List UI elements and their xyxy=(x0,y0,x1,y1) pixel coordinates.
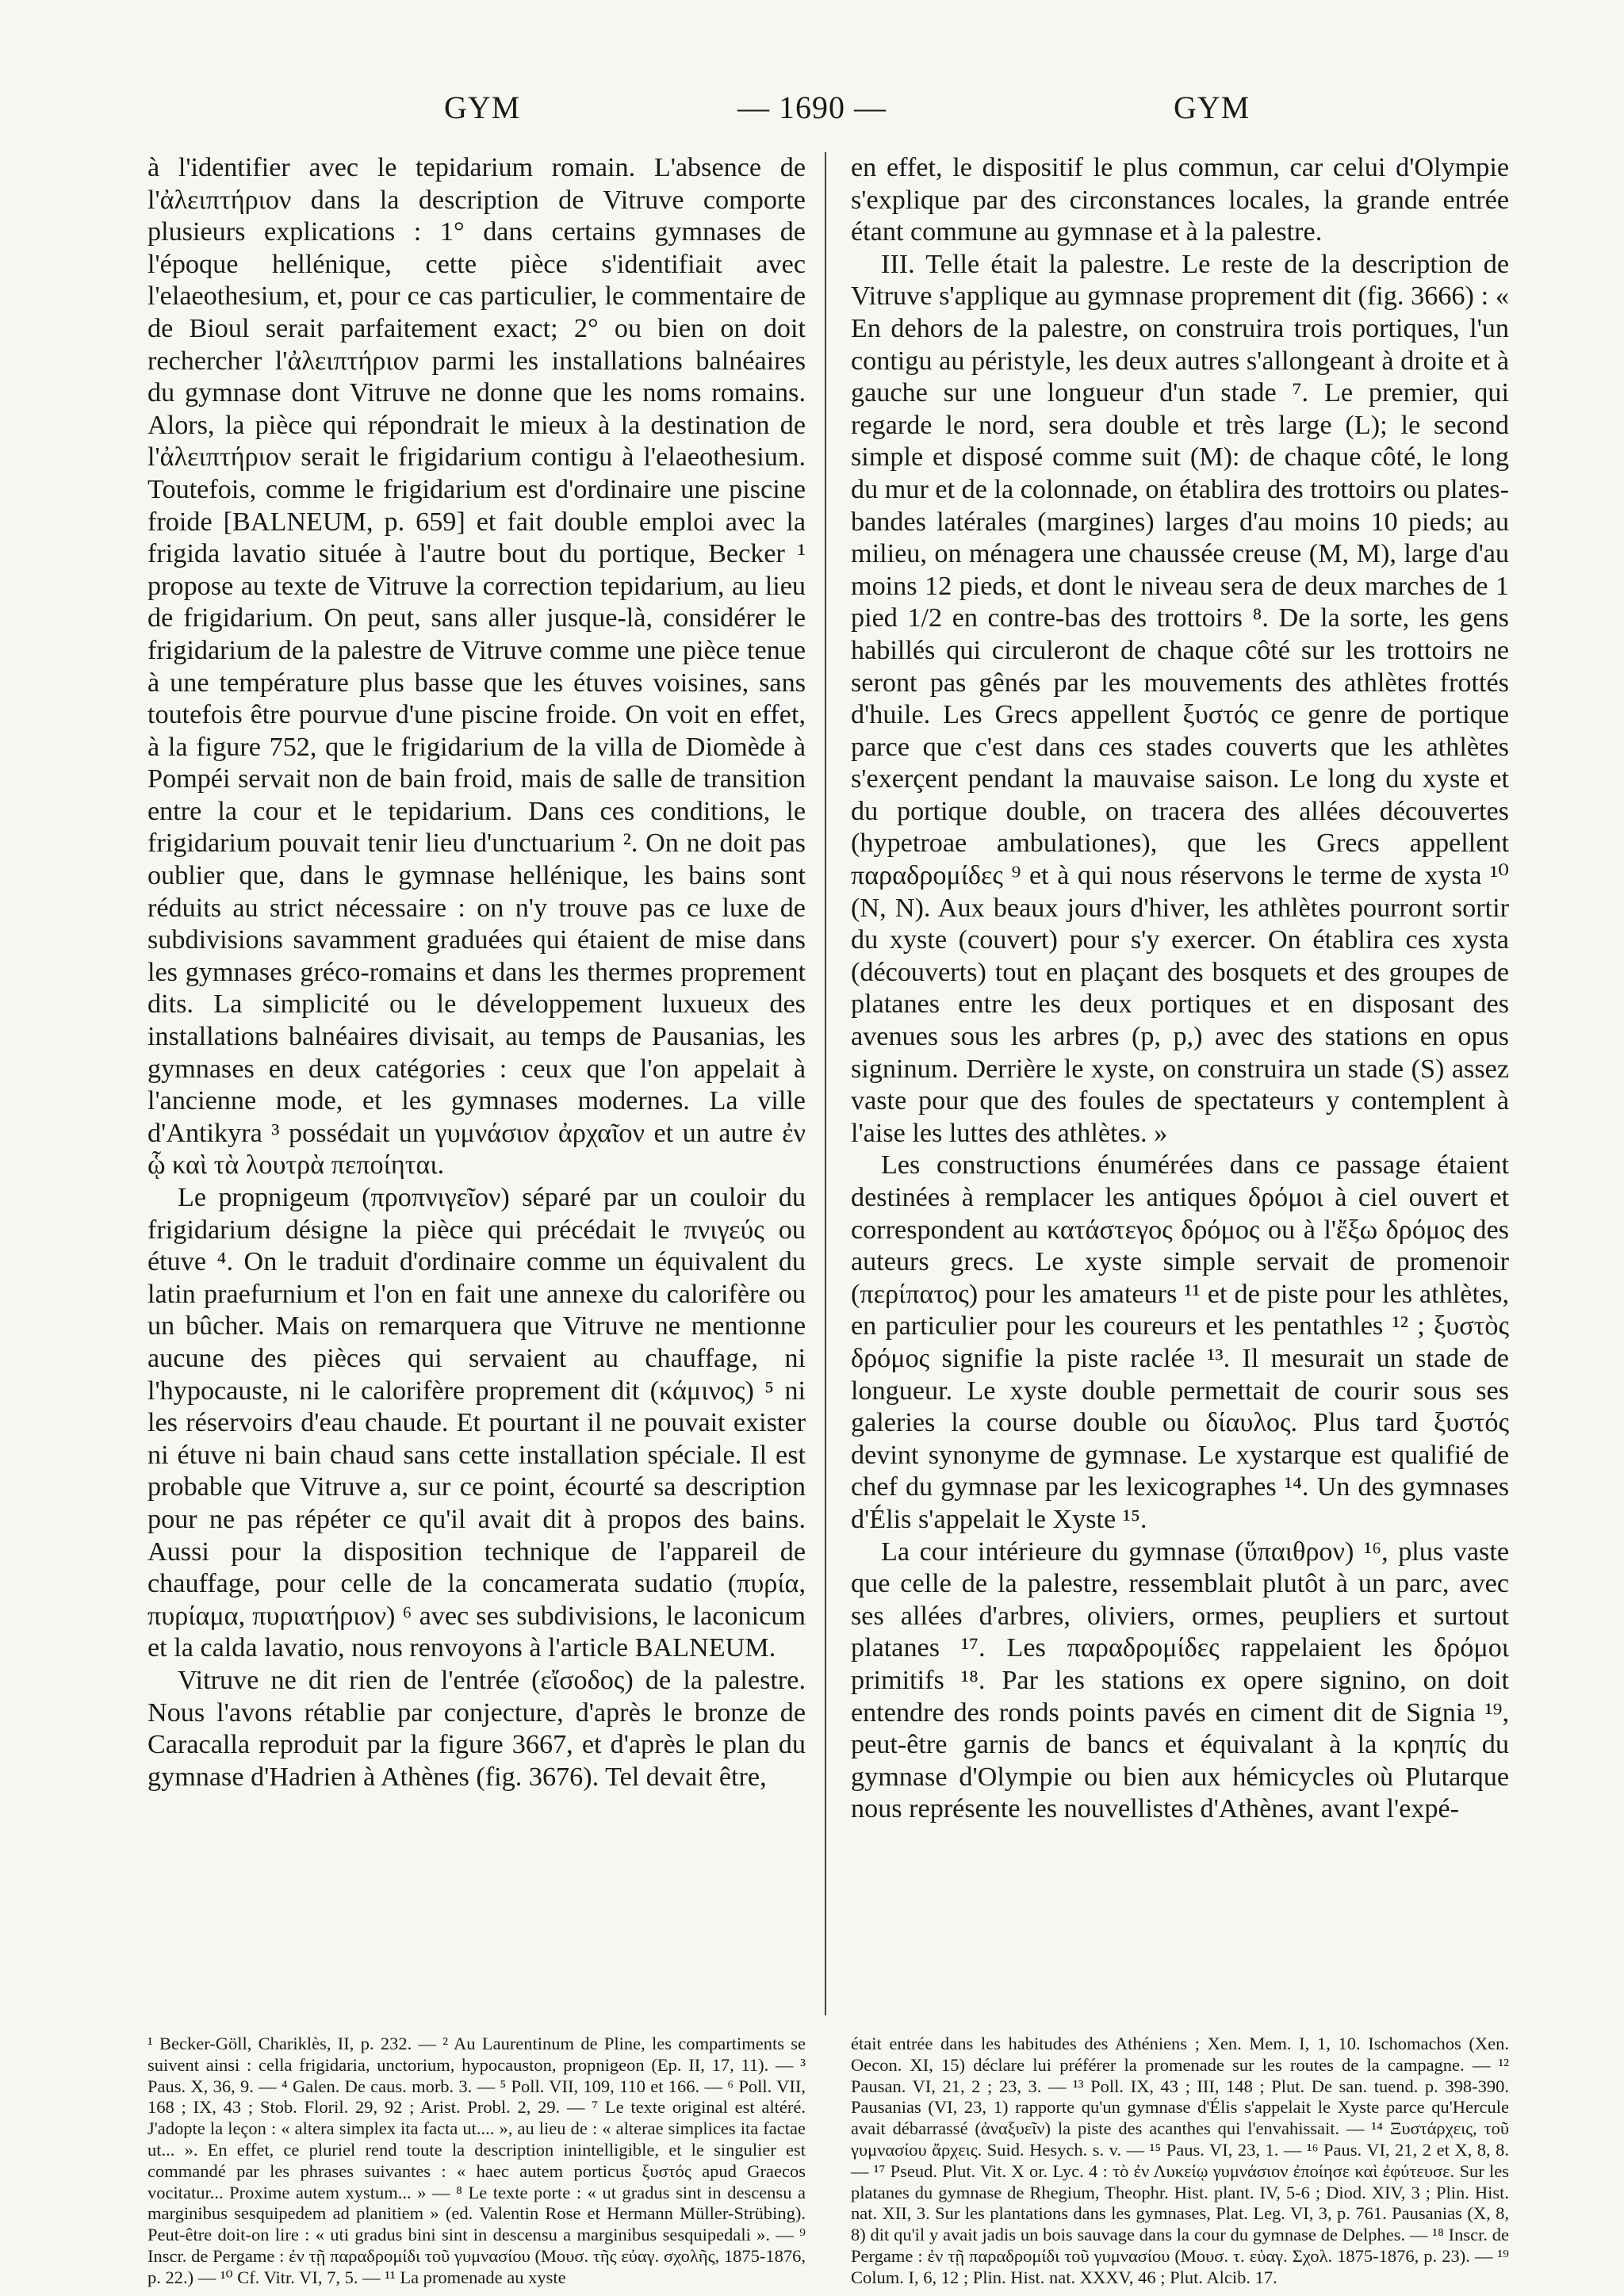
paragraph: en effet, le dispositif le plus commun, car celui d'Olympie s'explique par des circonstances locales, la grande entrée étant commune au gymnase et à la palestre. xyxy=(851,153,1509,247)
right-column xyxy=(851,152,1509,1826)
running-head-left: GYM xyxy=(444,90,521,125)
paragraph: La cour intérieure du gymnase (ὕπαιθρον) ¹⁶, plus vaste que celle de la palestre, ressemblait plutôt à un parc, avec ses allées d'arbres, oliviers, ormes, peupliers et surtout platanes ¹⁷. Les παραδρομίδες rappelaient les δρόμοι primitifs ¹⁸. Par les stations ex opere signino, on doit entendre des ronds points pavés en ciment dit de Signia ¹⁹, peut-être garnis de bancs et équivalant à la κρηπίς du gymnase d'Olympie ou bien aux hémicycles où Plutarque nous représente les nouvellistes d'Athènes, avant l'expé- xyxy=(851,1536,1509,1824)
paragraph: III. Telle était la palestre. Le reste de la description de Vitruve s'applique au gymnase proprement dit (fig. 3666) : « En dehors de la palestre, on construira trois portiques, l'un contigu au péristyle, les deux autres s'allongeant à droite et à gauche sur une longueur d'un stade ⁷. Le premier, qui regarde le nord, sera double et très large (L); le second simple et disposé comme suit (M): de chaque côté, le long du mur et de la colonnade, on établira des trottoirs ou plates-bandes latérales (margines) larges d'au moins 10 pieds; au milieu, on ménagera une chaussée creuse (M, M), large d'au moins 12 pieds, et dont le niveau sera de deux marches de 1 pied 1/2 en contre-bas des trottoirs ⁸. De la sorte, les gens habillés qui circuleront de chaque côté sur les trottoirs ne seront pas gênés par les mouvements des athlètes frottés d'huile. Les Grecs appellent ξυστός ce genre de portique parce que c'est dans ces stades couverts que les athlètes s'exerçent pendant la mauvaise saison. Le long du xyste et du portique double, on tracera des allées découvertes (hypetroae ambulationes), que les Grecs appellent παραδρομίδες ⁹ et à qui nous réservons le terme de xysta ¹⁰ (N, N). Aux beaux jours d'hiver, les athlètes pourront sortir du xyste (couvert) pour s'y exercer. On établira ces xysta (découverts) tout en plaçant des bosquets et des groupes de platanes entre les deux portiques et en disposant des avenues sous les arbres (p, p,) avec des stations en opus signinum. Derrière le xyste, on construira un stade (S) assez vaste pour que des foules de spectateurs y contemplent à l'aise les luttes des athlètes. » xyxy=(851,249,1509,1148)
footnotes-left xyxy=(147,2034,806,2289)
left-column xyxy=(147,152,806,1793)
footnote-text: était entrée dans les habitudes des Athéniens ; Xen. Mem. I, 1, 10. Ischomachos (Xen. Oecon. XI, 15) déclare lui préférer la promenade sur les routes de la campagne. — ¹² Pausan. VI, 21, 2 ; 23, 3. — ¹³ Poll. IX, 43 ; III, 148 ; Plut. De san. tuend. p. 398-390. Pausanias (VI, 23, 1) rapporte qu'un gymnase d'Élis s'appelait le Xyste parce qu'Hercule avait débarrassé (ἀναξυεῖν) la piste des acanthes qui l'envahissait. — ¹⁴ Ξυστάρχεις, τοῦ γυμνασίου ἄρχεις. Suid. Hesych. s. v. — ¹⁵ Paus. VI, 23, 1. — ¹⁶ Paus. VI, 21, 2 et X, 8, 8. — ¹⁷ Pseud. Plut. Vit. X or. Lyc. 4 : τὸ ἐν Λυκείῳ γυμνάσιον ἐποίησε καὶ ἐφύτευσε. Sur les platanes du gymnase de Rhegium, Theophr. Hist. plant. IV, 5-6 ; Diod. XIV, 3 ; Plin. Hist. nat. XII, 3. Sur les plantations dans les gymnases, Plat. Leg. VI, 3, p. 761. Pausanias (X, 8, 8) dit qu'il y avait jadis un bois sauvage dans la cour du gymnase de Delphes. — ¹⁸ Inscr. de Pergame : ἐν τῇ παραδρομίδι τοῦ γυμνασίου (Μουσ. τ. εὐαγ. Σχολ. 1875-1876, p. 23). — ¹⁹ Colum. I, 6, 12 ; Plin. Hist. nat. XXXV, 46 ; Plut. Alcib. 17. xyxy=(851,2034,1509,2287)
footnote-text: ¹ Becker-Göll, Chariklès, II, p. 232. — ² Au Laurentinum de Pline, les compartiments se suivent ainsi : cella frigidaria, unctorium, hypocauston, propnigeon (Ep. II, 17, 11). — ³ Paus. X, 36, 9. — ⁴ Galen. De caus. morb. 3. — ⁵ Poll. VII, 109, 110 et 166. — ⁶ Poll. VII, 168 ; IX, 43 ; Stob. Floril. 29, 92 ; Arist. Probl. 2, 29. — ⁷ Le texte original est altéré. J'adopte la leçon : « altera simplex ita facta ut.... », au lieu de : « alterae simplices ita factae ut... ». En effet, ce pluriel rend toute la description inintelligible, et le singulier est commandé par les phrases suivantes : « haec autem porticus ξυστός apud Graecos vocitatur... Proxime autem xystum... » — ⁸ Le texte porte : « ut gradus sint in descensu a marginibus sesquipedem ad planitiem » (ed. Valentin Rose et Hermann Müller-Strübing). Peut-être doit-on lire : « uti gradus bini sint in descensu a marginibus sesquipedali ». — ⁹ Inscr. de Pergame : ἐν τῇ παραδρομίδι τοῦ γυμνασίου (Μουσ. τῆς εὐαγ. σχολῆς, 1875-1876, p. 22.) — ¹⁰ Cf. Vitr. VI, 7, 5. — ¹¹ La promenade au xyste xyxy=(147,2034,806,2287)
paragraph: Vitruve ne dit rien de l'entrée (εἴσοδος) de la palestre. Nous l'avons rétablie par conjecture, d'après le bronze de Caracalla reproduit par la figure 3667, et d'après le plan du gymnase d'Hadrien à Athènes (fig. 3676). Tel devait être, xyxy=(147,1665,806,1792)
paragraph: Les constructions énumérées dans ce passage étaient destinées à remplacer les antiques δρόμοι à ciel ouvert et correspondent au κατάστεγος δρόμος ou à l'ἔξω δρόμος des auteurs grecs. Le xyste simple servait de promenoir (περίπατος) pour les amateurs ¹¹ et de piste pour les athlètes, en particulier pour les coureurs et les pentathles ¹² ; ξυστὸς δρόμος signifie la piste raclée ¹³. Il mesurait un stade de longueur. Le xyste double permettait de courir sous ses galeries la course double ou δίαυλος. Plus tard ξυστός devint synonyme de gymnase. Le xystarque est qualifié de chef du gymnase par les lexicographes ¹⁴. Un des gymnases d'Élis s'appelait le Xyste ¹⁵. xyxy=(851,1150,1509,1534)
footnotes-right xyxy=(851,2034,1509,2289)
paragraph: Le propnigeum (προπνιγεῖον) séparé par un couloir du frigidarium désigne la pièce qui précédait le πνιγεύς ou étuve ⁴. On le traduit d'ordinaire comme un équivalent du latin praefurnium et l'on en fait une annexe du calorifère ou un bûcher. Mais on remarquera que Vitruve ne mentionne aucune des pièces qui servaient au chauffage, ni l'hypocauste, ni le calorifère proprement dit (κάμινος) ⁵ ni les réservoirs d'eau chaude. Et pourtant il ne pouvait exister ni étuve ni bain chaud sans cette installation spéciale. Il est probable que Vitruve a, sur ce point, écourté sa description pour ne pas répéter ce qu'il avait dit à propos des bains. Aussi pour la disposition technique de l'appareil de chauffage, pour celle de la concamerata sudatio (πυρία, πυρίαμα, πυριατήριον) ⁶ avec ses subdivisions, le laconicum et la calda lavatio, nous renvoyons à l'article BALNEUM. xyxy=(147,1183,806,1663)
page-number: — 1690 — xyxy=(737,90,887,125)
column-divider xyxy=(825,152,826,2015)
paragraph: à l'identifier avec le tepidarium romain. L'absence de l'ἀλειπτήριον dans la description de Vitruve comporte plusieurs explications : 1° dans certains gymnases de l'époque hellénique, cette pièce s'identifiait avec l'elaeothesium, et, pour ce cas particulier, le commentaire de de Bioul serait parfaitement exact; 2° ou bien on doit rechercher l'ἀλειπτήριον parmi les installations balnéaires du gymnase dont Vitruve ne donne que les noms romains. Alors, la pièce qui répondrait le mieux à la destination de l'ἀλειπτήριον serait le frigidarium contigu à l'elaeothesium. Toutefois, comme le frigidarium est d'ordinaire une piscine froide [BALNEUM, p. 659] et fait double emploi avec la frigida lavatio située à l'autre bout du portique, Becker ¹ propose au texte de Vitruve la correction tepidarium, au lieu de frigidarium. On peut, sans aller jusque-là, considérer le frigidarium de la palestre de Vitruve comme une pièce tenue à une température plus basse que les étuves voisines, sans toutefois être pourvue d'une piscine froide. On voit en effet, à la figure 752, que le frigidarium de la villa de Diomède à Pompéi servait non de bain froid, mais de salle de transition entre la cour et le tepidarium. Dans ces conditions, le frigidarium pouvait tenir lieu d'unctuarium ². On ne doit pas oublier que, dans le gymnase hellénique, les bains sont réduits au strict nécessaire : on n'y trouve pas ce luxe de subdivisions savamment graduées qui étaient de mise dans les gymnases gréco-romains et dans les thermes proprement dits. La simplicité ou le développement luxueux des installations balnéaires divisait, au temps de Pausanias, les gymnases en deux catégories : ceux que l'on appelait à l'ancienne mode, et les gymnases modernes. La ville d'Antikyra ³ possédait un γυμνάσιον ἀρχαῖον et un autre ἐν ᾧ καὶ τὰ λουτρὰ πεποίηται. xyxy=(147,153,806,1181)
running-head-right: GYM xyxy=(1174,90,1251,125)
